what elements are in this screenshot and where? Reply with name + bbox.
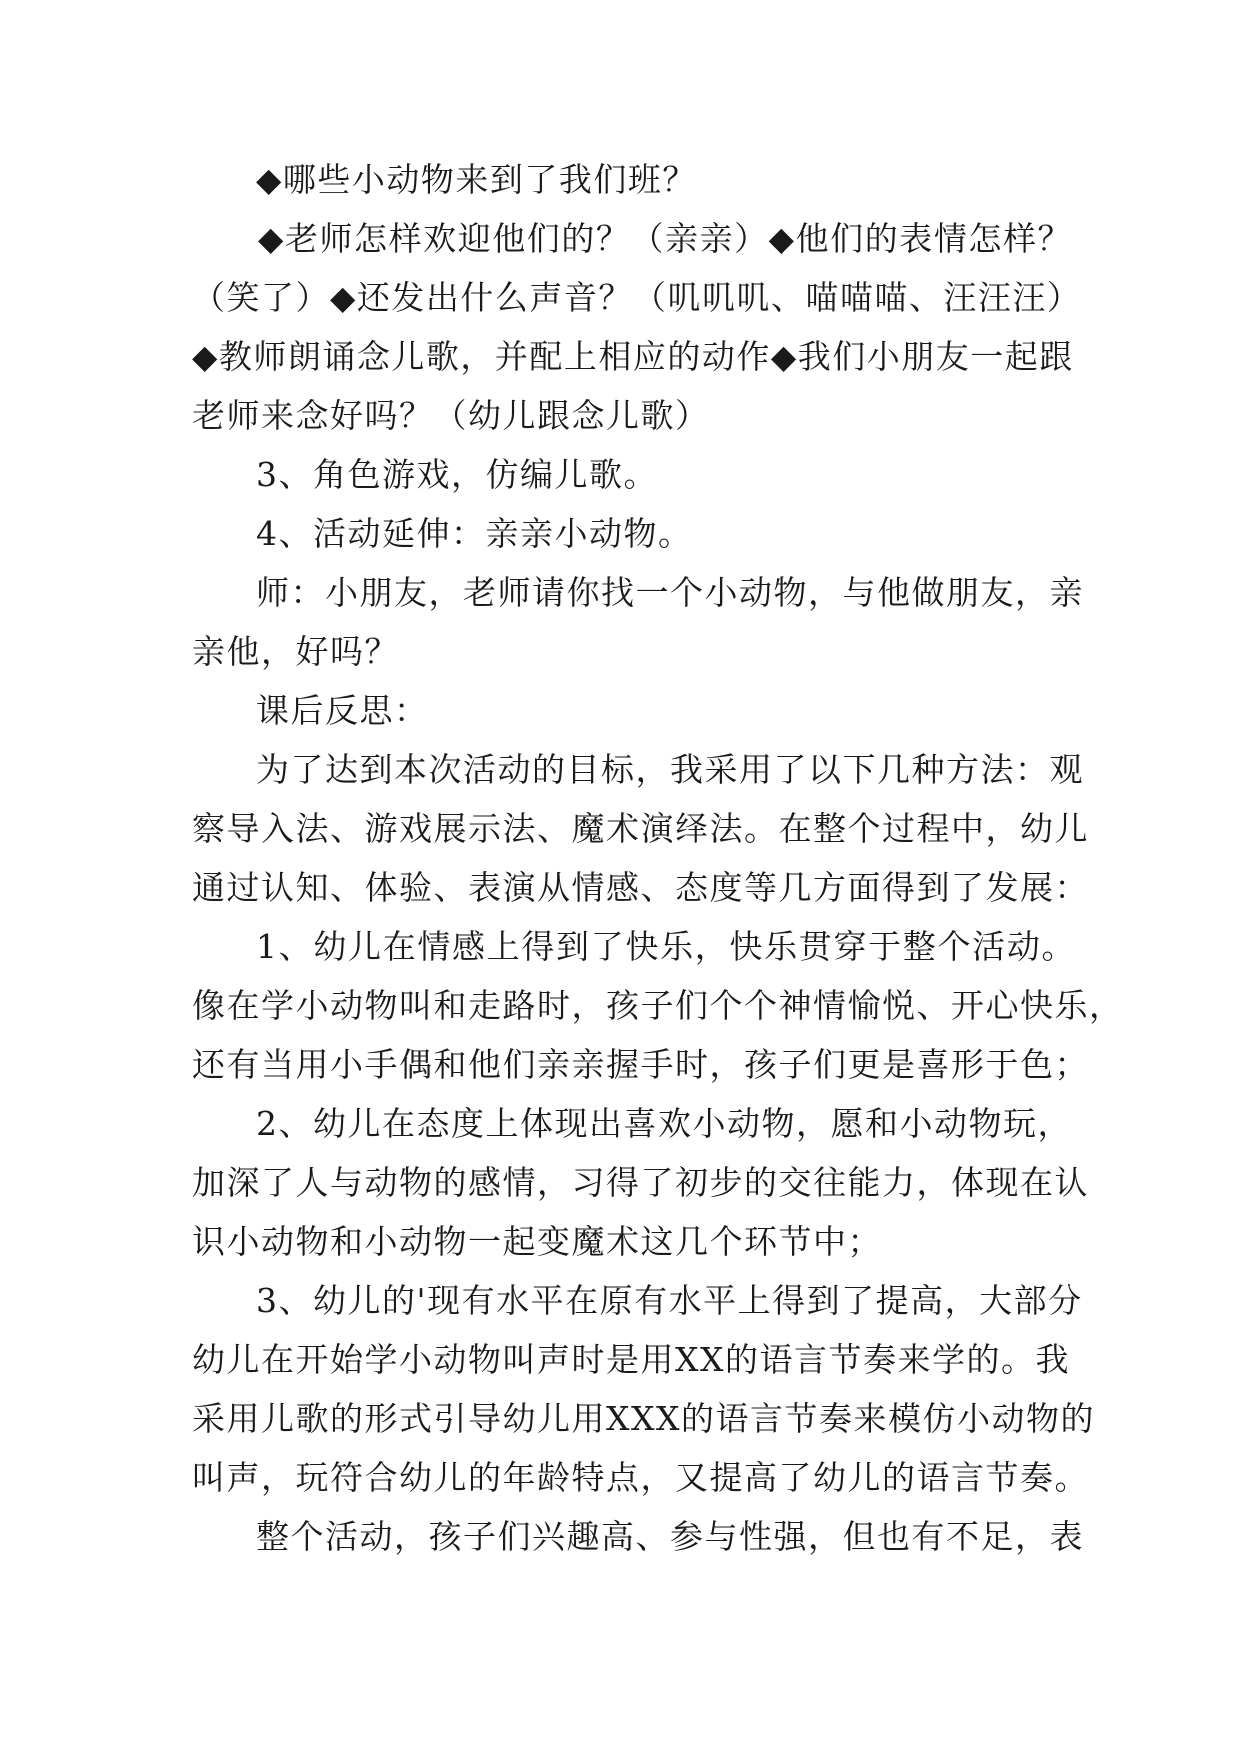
text-line: 亲他，好吗？ — [192, 632, 399, 671]
text-line: 2、幼儿在态度上体现出喜欢小动物，愿和小动物玩， — [256, 1104, 1072, 1143]
text-line: 幼儿在开始学小动物叫声时是用XX的语言节奏来学的。我 — [192, 1340, 1070, 1379]
text-line: 1、幼儿在情感上得到了快乐，快乐贯穿于整个活动。 — [256, 927, 1076, 966]
text-line: 师：小朋友，老师请你找一个小动物，与他做朋友，亲 — [256, 573, 1084, 612]
text-line: 察导入法、游戏展示法、魔术演绎法。在整个过程中，幼儿 — [192, 809, 1089, 848]
text-line: 叫声，玩符合幼儿的年龄特点，又提高了幼儿的语言节奏。 — [192, 1458, 1089, 1497]
text-line: 为了达到本次活动的目标，我采用了以下几种方法：观 — [256, 750, 1084, 789]
text-line: 还有当用小手偶和他们亲亲握手时，孩子们更是喜形于色； — [192, 1045, 1089, 1084]
text-line: 3、角色游戏，仿编儿歌。 — [256, 455, 658, 494]
text-line: 整个活动，孩子们兴趣高、参与性强，但也有不足，表 — [256, 1517, 1084, 1556]
text-line: 老师来念好吗？（幼儿跟念儿歌） — [192, 396, 710, 435]
text-line: 加深了人与动物的感情，习得了初步的交往能力，体现在认 — [192, 1163, 1089, 1202]
text-line: 4、活动延伸：亲亲小动物。 — [256, 514, 693, 553]
text-line: ◆教师朗诵念儿歌，并配上相应的动作◆我们小朋友一起跟 — [192, 337, 1074, 376]
text-line: 采用儿歌的形式引导幼儿用XXX的语言节奏来模仿小动物的 — [192, 1399, 1095, 1438]
text-line: 课后反思： — [256, 691, 429, 730]
text-line: （笑了）◆还发出什么声音？（叽叽叽、喵喵喵、汪汪汪） — [192, 278, 1082, 317]
text-line: 识小动物和小动物一起变魔术这几个环节中； — [192, 1222, 882, 1261]
text-line: 像在学小动物叫和走路时，孩子们个个神情愉悦、开心快乐， — [192, 986, 1124, 1025]
text-line: ◆老师怎样欢迎他们的？（亲亲）◆他们的表情怎样？ — [258, 219, 1072, 258]
text-line: 通过认知、体验、表演从情感、态度等几方面得到了发展： — [192, 868, 1089, 907]
text-line: 3、幼儿的'现有水平在原有水平上得到了提高，大部分 — [256, 1281, 1083, 1320]
text-line: ◆哪些小动物来到了我们班？ — [256, 160, 697, 199]
